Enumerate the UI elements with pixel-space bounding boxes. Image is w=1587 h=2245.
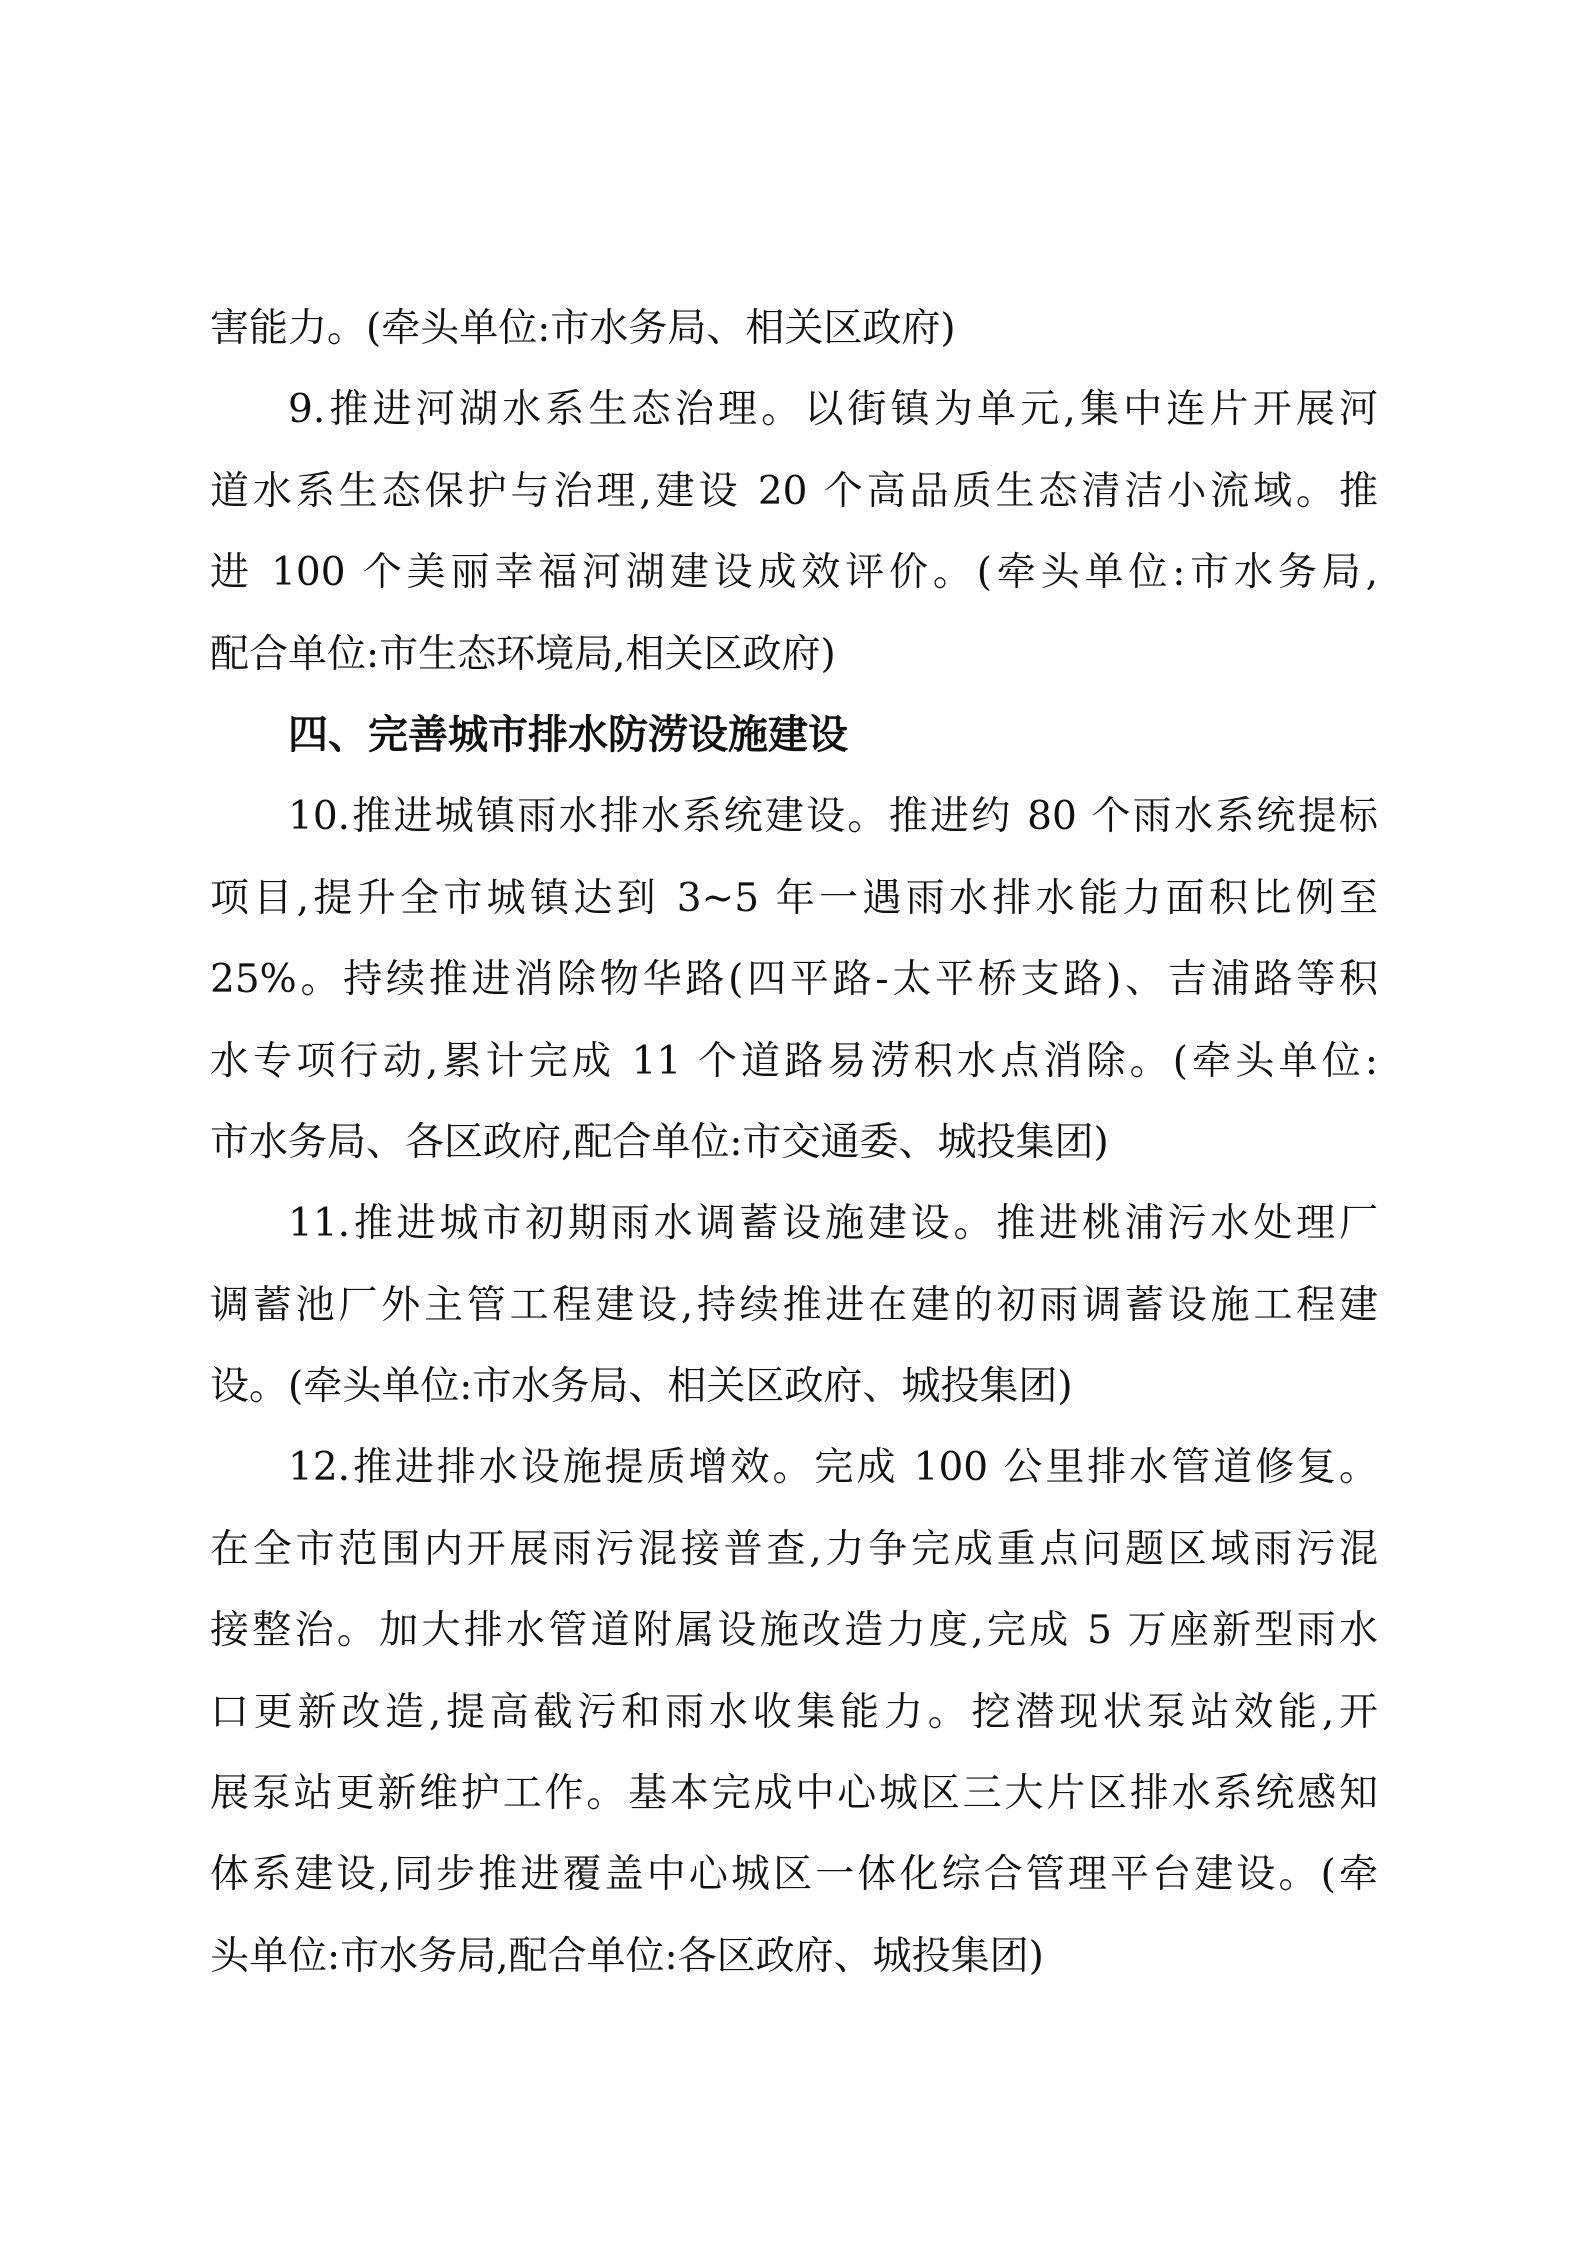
text-line: 体系建设,同步推进覆盖中心城区一体化综合管理平台建设。(牵	[210, 1852, 1378, 1898]
text-line: 进 100 个美丽幸福河湖建设成效评价。(牵头单位:市水务局,	[210, 550, 1378, 596]
text-line: 在全市范围内开展雨污混接普查,力争完成重点问题区域雨污混	[210, 1526, 1378, 1572]
text-line: 道水系生态保护与治理,建设 20 个高品质生态清洁小流域。推	[210, 468, 1378, 514]
text-line: 11.推进城市初期雨水调蓄设施建设。推进桃浦污水处理厂	[288, 1201, 1378, 1247]
text-line: 9.推进河湖水系生态治理。以街镇为单元,集中连片开展河	[288, 387, 1378, 433]
text-line: 水专项行动,累计完成 11 个道路易涝积水点消除。(牵头单位:	[210, 1038, 1378, 1084]
text-line: 展泵站更新维护工作。基本完成中心城区三大片区排水系统感知	[210, 1771, 1378, 1817]
text-line: 头单位:市水务局,配合单位:各区政府、城投集团)	[210, 1933, 1044, 1979]
text-line: 设。(牵头单位:市水务局、相关区政府、城投集团)	[210, 1364, 1073, 1410]
text-line: 10.推进城镇雨水排水系统建设。推进约 80 个雨水系统提标	[288, 794, 1378, 840]
text-line: 市水务局、各区政府,配合单位:市交通委、城投集团)	[210, 1119, 1109, 1165]
section-heading: 四、完善城市排水防涝设施建设	[288, 711, 848, 758]
text-line: 口更新改造,提高截污和雨水收集能力。挖潜现状泵站效能,开	[210, 1689, 1378, 1735]
text-line: 接整治。加大排水管道附属设施改造力度,完成 5 万座新型雨水	[210, 1608, 1378, 1654]
text-line: 配合单位:市生态环境局,相关区政府)	[210, 631, 836, 677]
text-line: 25%。持续推进消除物华路(四平路-太平桥支路)、吉浦路等积	[210, 957, 1378, 1003]
text-line: 12.推进排水设施提质增效。完成 100 公里排水管道修复。	[288, 1445, 1378, 1491]
text-line: 项目,提升全市城镇达到 3~5 年一遇雨水排水能力面积比例至	[210, 875, 1378, 921]
document-body	[210, 288, 1378, 1997]
text-line: 调蓄池厂外主管工程建设,持续推进在建的初雨调蓄设施工程建	[210, 1282, 1378, 1328]
text-line: 害能力。(牵头单位:市水务局、相关区政府)	[210, 306, 956, 351]
